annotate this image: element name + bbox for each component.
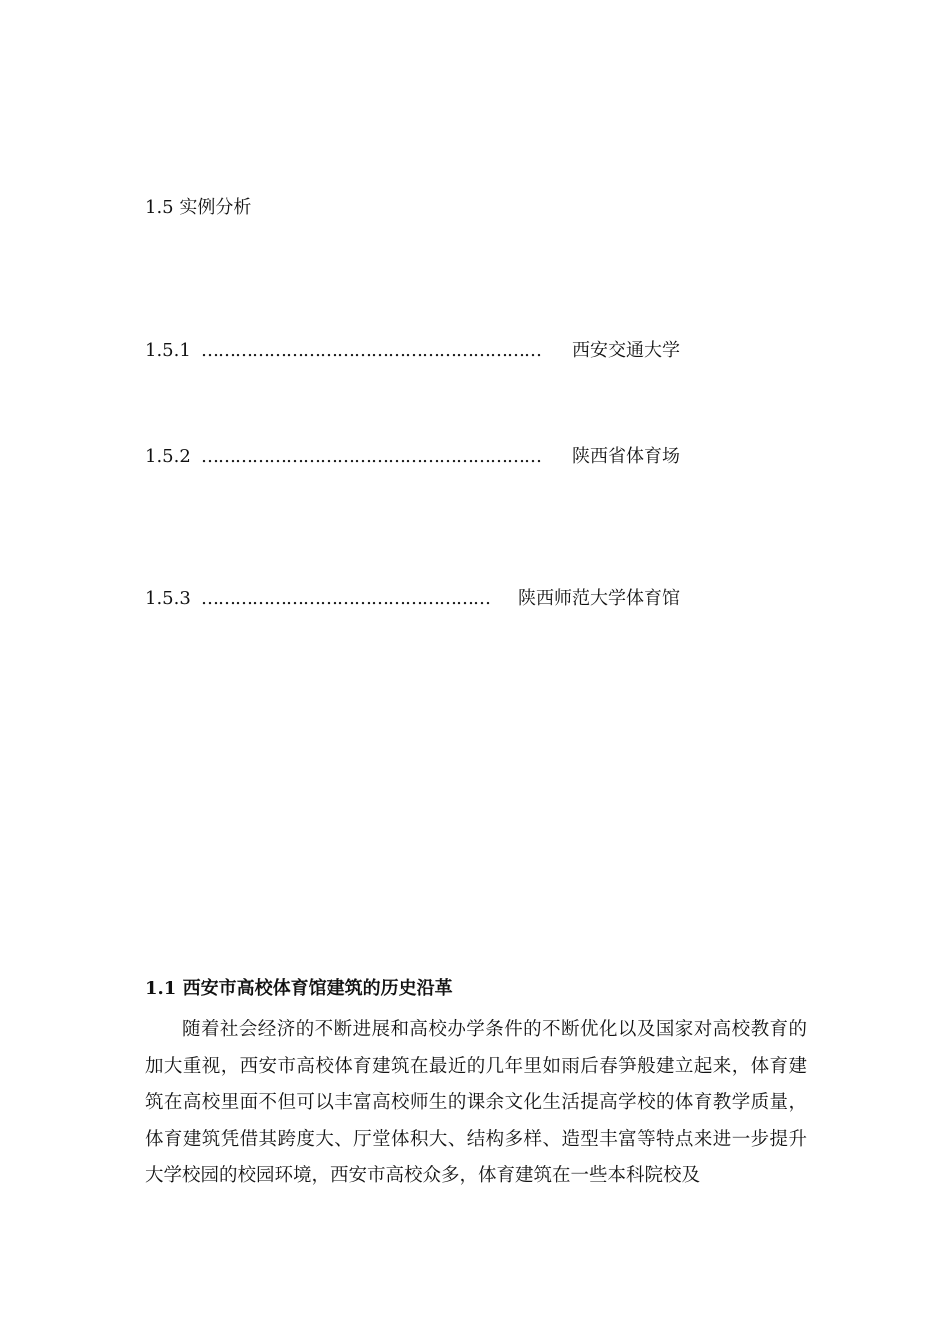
toc-leader-dots: …………………………………………………… [201,340,541,361]
section-heading: 1.1 西安市高校体育馆建筑的历史沿革 [145,978,453,999]
toc-entry[interactable] [145,444,680,470]
body-paragraph: 随着社会经济的不断进展和高校办学条件的不断优化以及国家对高校教育的加大重视，西安市高校体育建筑在最近的几年里如雨后春笋般建立起来，体育建筑在高校里面不但可以丰富高校师生的课余文化生活提高学校的体育教学质量，体育建筑凭借其跨度大、厅堂体积大、结构多样、造型丰富等特点来进一步提升大学校园的校园环境，西安市高校众多，体育建筑在一些本科院校及 [145,1019,807,1187]
toc-entry-title: 陕西师范大学体育馆 [516,586,680,612]
toc-entry-number: 1.5.2 [145,446,191,467]
toc-leader-dots: …………………………………………… [201,588,490,609]
toc-entry-number: 1.5.3 [145,588,191,609]
toc-entry-title: 陕西省体育场 [570,444,680,470]
toc-entry-title: 西安交通大学 [570,338,680,364]
toc-entry-number: 1.5.1 [145,340,191,361]
toc-entry[interactable] [145,338,680,364]
toc-leader-dots: …………………………………………………… [201,446,541,467]
toc-heading: 1.5 实例分析 [145,197,252,218]
toc-entry[interactable] [145,586,680,612]
